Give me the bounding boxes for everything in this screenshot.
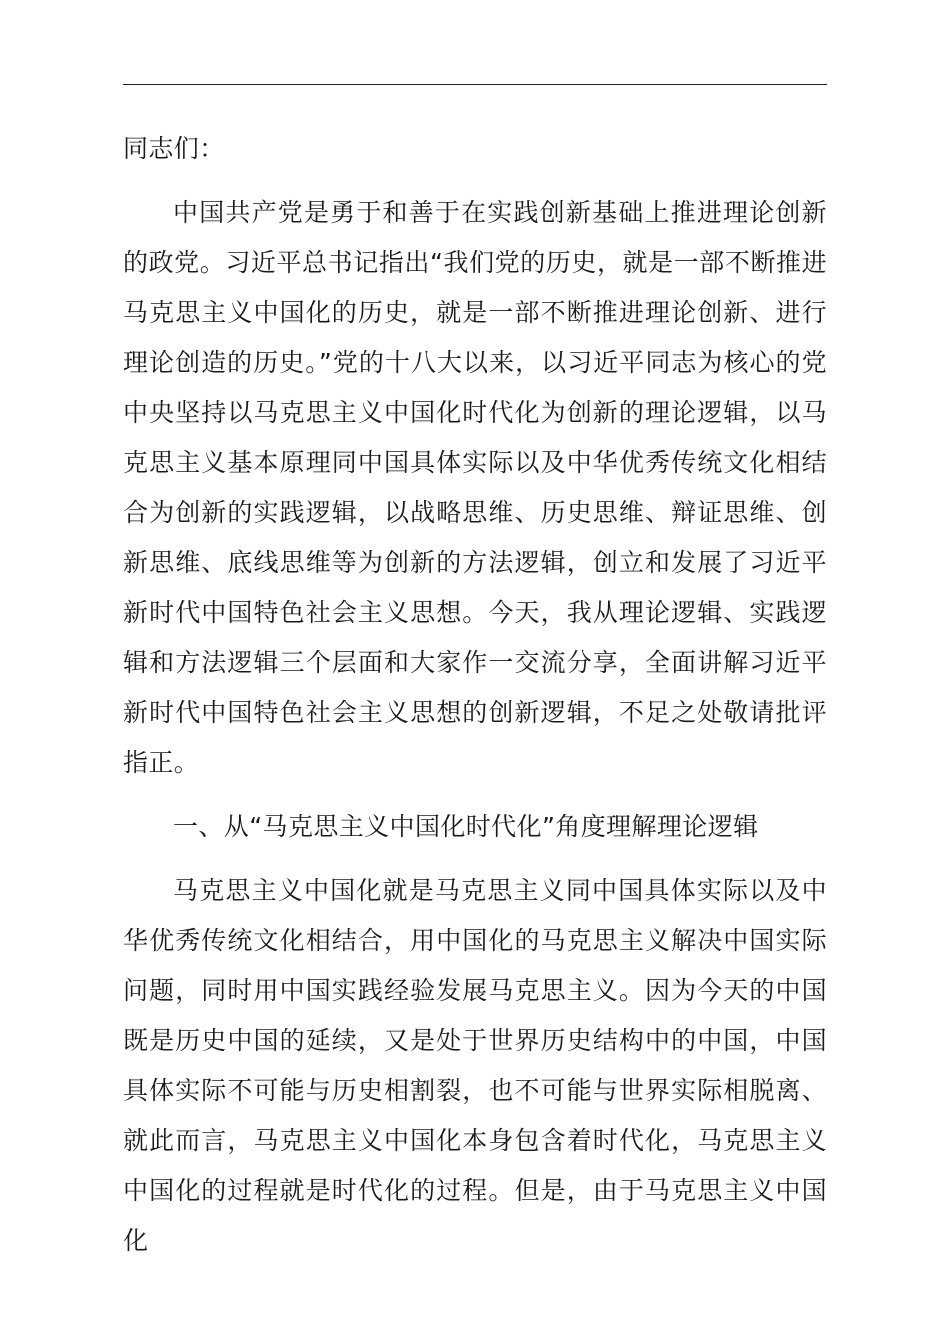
- salutation: 同志们：: [123, 134, 225, 163]
- header-rule: [123, 84, 827, 85]
- intro-paragraph: 中国共产党是勇于和善于在实践创新基础上推进理论创新的政党。习近平总书记指出“我们党的历史，就是一部不断推进马克思主义中国化的历史，就是一部不断推进理论创新、进行理论创造的历史。”党的十八大以来，以习近平同志为核心的党中央坚持以马克思主义中国化时代化为创新的理论逻辑，以马克思主义基本原理同中国具体实际以及中华优秀传统文化相结合为创新的实践逻辑，以战略思维、历史思维、辩证思维、创新思维、底线思维等为创新的方法逻辑，创立和发展了习近平新时代中国特色社会主义思想。今天，我从理论逻辑、实践逻辑和方法逻辑三个层面和大家作一交流分享，全面讲解习近平新时代中国特色社会主义思想的创新逻辑，不足之处敬请批评指正。: [123, 198, 827, 777]
- section-paragraph: 马克思主义中国化就是马克思主义同中国具体实际以及中华优秀传统文化相结合，用中国化的马克思主义解决中国实际问题，同时用中国实践经验发展马克思主义。因为今天的中国既是历史中国的延续，又是处于世界历史结构中的中国，中国具体实际不可能与历史相割裂，也不可能与世界实际相脱离、就此而言，马克思主义中国化本身包含着时代化，马克思主义中国化的过程就是时代化的过程。但是，由于马克思主义中国化: [123, 876, 827, 1255]
- document-body: [123, 124, 827, 1266]
- section-heading: 一、从“马克思主义中国化时代化”角度理解理论逻辑: [173, 812, 759, 841]
